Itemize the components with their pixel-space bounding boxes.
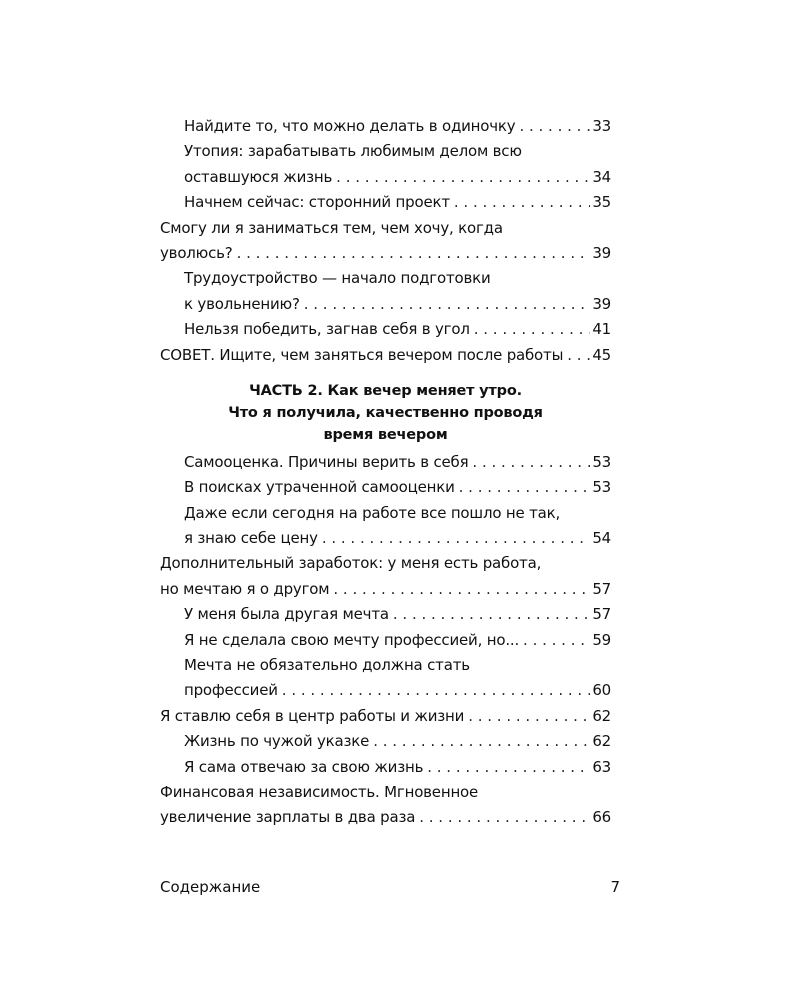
- toc-entry-page: 45: [592, 345, 611, 364]
- dot-leader: [474, 317, 591, 342]
- toc-entry-page: 35: [592, 193, 611, 212]
- toc-entry: [160, 755, 611, 780]
- dot-leader: [333, 577, 590, 602]
- toc-entry-title: Смогу ли я заниматься тем, чем хочу, когда: [160, 218, 503, 237]
- dot-leader: [336, 165, 590, 190]
- toc-entry-title: Я не сделала свою мечту профессией, но...: [184, 630, 520, 649]
- part-2-heading-line-3: время вечером: [323, 426, 448, 443]
- toc-entry-title: Жизнь по чужой указке: [184, 732, 370, 751]
- toc-entry: [160, 343, 611, 368]
- toc-entry: [160, 241, 611, 266]
- page-number: 7: [610, 878, 620, 896]
- toc-entry-title: Я ставлю себя в центр работы и жизни: [160, 706, 465, 725]
- toc-entry-page: 57: [592, 579, 611, 598]
- toc-entry-page: 53: [592, 452, 611, 471]
- toc-entry: [160, 266, 611, 291]
- toc-entry: [160, 780, 611, 805]
- part-2-heading-line-2: Что я получила, качественно проводя: [228, 404, 543, 421]
- toc-entry-title: Даже если сегодня на работе все пошло не так,: [184, 503, 561, 522]
- toc-entry-title: Дополнительный заработок: у меня есть работа,: [160, 554, 542, 573]
- toc-entry-title: Мечта не обязательно должна стать: [184, 656, 470, 675]
- toc-entry: [160, 628, 611, 653]
- toc-entry-title: Утопия: зарабатывать любимым делом всю: [184, 142, 522, 161]
- toc-entry: [160, 602, 611, 627]
- dot-leader: [468, 704, 590, 729]
- dot-leader: [304, 292, 591, 317]
- toc-entry: [160, 114, 611, 139]
- toc-entry-title: В поисках утраченной самооценки: [184, 478, 455, 497]
- toc-entry-title: уволюсь?: [160, 243, 233, 262]
- toc-entries-top: [160, 114, 611, 368]
- toc-entry: [160, 292, 611, 317]
- toc-entry-title: Финансовая независимость. Мгновенное: [160, 782, 479, 801]
- toc-entry-title: но мечтаю я о другом: [160, 579, 330, 598]
- toc-entry-page: 34: [592, 167, 611, 186]
- toc-entry-page: 57: [592, 605, 611, 624]
- toc-entry: [160, 526, 611, 551]
- dot-leader: [472, 450, 590, 475]
- toc-entry: [160, 577, 611, 602]
- toc-entry-page: 39: [592, 243, 611, 262]
- part-2-heading: [160, 380, 611, 446]
- part-2-heading-line-1: ЧАСТЬ 2. Как вечер меняет утро.: [249, 382, 522, 399]
- dot-leader: [567, 343, 590, 368]
- toc-entry-title: Начнем сейчас: сторонний проект: [184, 193, 450, 212]
- toc-entry: [160, 475, 611, 500]
- toc-entry-title: Я сама отвечаю за свою жизнь: [184, 757, 424, 776]
- dot-leader: [523, 628, 590, 653]
- toc-entry-title: увеличение зарплаты в два раза: [160, 808, 416, 827]
- toc-entry-title: Нельзя победить, загнав себя в угол: [184, 320, 470, 339]
- toc-entry-title: Самооценка. Причины верить в себя: [184, 452, 469, 471]
- toc-entry-page: 63: [592, 757, 611, 776]
- toc-entry: [160, 501, 611, 526]
- toc-entry: [160, 190, 611, 215]
- toc-entry: [160, 139, 611, 164]
- dot-leader: [373, 729, 590, 754]
- dot-leader: [393, 602, 590, 627]
- toc-entry-page: 62: [592, 732, 611, 751]
- toc-entry-page: 33: [592, 117, 611, 135]
- dot-leader: [459, 475, 591, 500]
- toc-entry: [160, 805, 611, 830]
- toc-entry: [160, 729, 611, 754]
- toc-entry-page: 59: [592, 630, 611, 649]
- toc-entry-title: У меня была другая мечта: [184, 605, 389, 624]
- toc-entry-title: СОВЕТ. Ищите, чем заняться вечером после работы: [160, 345, 564, 364]
- toc-entry-page: 66: [592, 808, 611, 827]
- toc-entry: [160, 216, 611, 241]
- dot-leader: [454, 190, 590, 215]
- toc-entry-title: я знаю себе цену: [184, 529, 318, 548]
- toc-entry: [160, 653, 611, 678]
- toc-entry-title: оставшуюся жизнь: [184, 167, 333, 186]
- dot-leader: [419, 805, 590, 830]
- toc-entry: [160, 165, 611, 190]
- running-footer-section: Содержание: [160, 878, 261, 896]
- page-footer: [160, 878, 620, 896]
- toc-entry-page: 53: [592, 478, 611, 497]
- dot-leader: [237, 241, 591, 266]
- toc-entry-page: 62: [592, 706, 611, 725]
- toc-entry: [160, 551, 611, 576]
- dot-leader: [282, 678, 591, 703]
- table-of-contents: [160, 114, 611, 831]
- toc-entry-title: Трудоустройство — начало подготовки: [184, 269, 491, 288]
- toc-entry-page: 41: [592, 320, 611, 339]
- toc-entries-bottom: [160, 450, 611, 831]
- toc-entry-title: профессией: [184, 681, 278, 700]
- toc-entry: [160, 678, 611, 703]
- dot-leader: [427, 755, 590, 780]
- dot-leader: [519, 114, 590, 139]
- toc-entry-page: 60: [592, 681, 611, 700]
- toc-entry: [160, 450, 611, 475]
- toc-entry: [160, 317, 611, 342]
- toc-entry-title: Найдите то, что можно делать в одиночку: [184, 117, 516, 135]
- toc-entry-page: 39: [592, 294, 611, 313]
- toc-entry-page: 54: [592, 529, 611, 548]
- toc-entry-title: к увольнению?: [184, 294, 300, 313]
- toc-entry: [160, 704, 611, 729]
- dot-leader: [322, 526, 591, 551]
